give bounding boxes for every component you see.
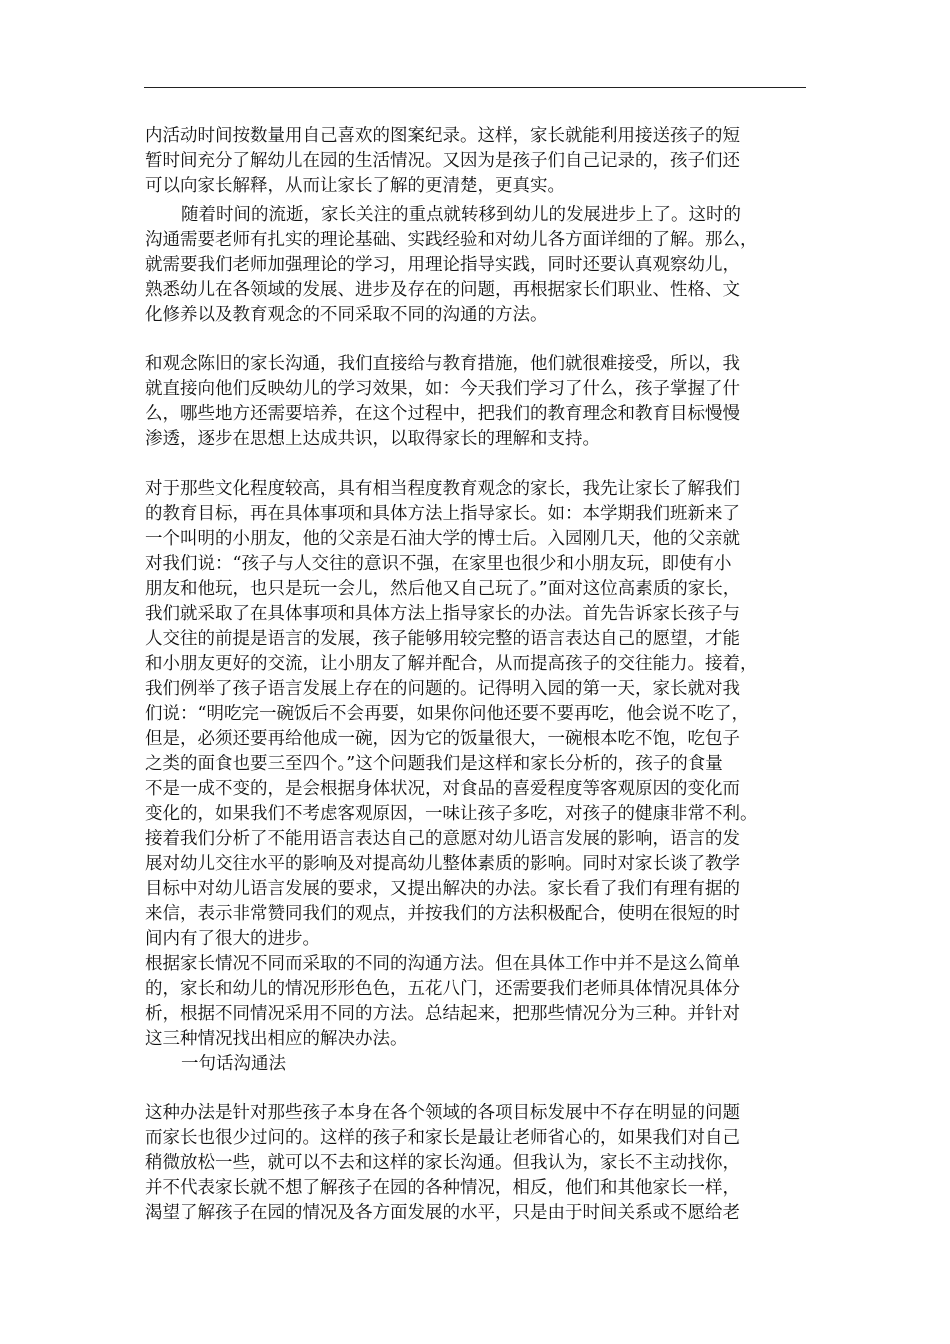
text-line: 来信，表示非常赞同我们的观点，并按我们的方法积极配合，使明在很短的时 bbox=[145, 904, 740, 924]
text-line: 可以向家长解释，从而让家长了解的更清楚，更真实。 bbox=[145, 176, 565, 196]
text-line: 但是，必须还要再给他成一碗，因为它的饭量很大，一碗根本吃不饱，吃包子 bbox=[145, 729, 740, 749]
text-line: 这种办法是针对那些孩子本身在各个领域的各项目标发展中不存在明显的问题 bbox=[145, 1103, 740, 1123]
text-line: 而家长也很少过问的。这样的孩子和家长是最让老师省心的，如果我们对自己 bbox=[145, 1128, 740, 1148]
text-line: 内活动时间按数量用自己喜欢的图案纪录。这样，家长就能利用接送孩子的短 bbox=[145, 126, 740, 146]
text-line: 我们就采取了在具体事项和具体方法上指导家长的办法。首先告诉家长孩子与 bbox=[145, 604, 740, 624]
text-line: 目标中对幼儿语言发展的要求，又提出解决的办法。家长看了我们有理有据的 bbox=[145, 879, 740, 899]
text-line: 之类的面食也要三至四个。”这个问题我们是这样和家长分析的，孩子的食量 bbox=[145, 754, 723, 774]
text-line: 根据家长情况不同而采取的不同的沟通方法。但在具体工作中并不是这么简单 bbox=[145, 954, 740, 974]
text-line: 朋友和他玩，也只是玩一会儿，然后他又自己玩了。”面对这位高素质的家长， bbox=[145, 579, 741, 599]
text-line: 们说：“明吃完一碗饭后不会再要，如果你问他还要不要再吃，他会说不吃了， bbox=[145, 704, 749, 724]
text-line: 对于那些文化程度较高，具有相当程度教育观念的家长，我先让家长了解我们 bbox=[145, 479, 740, 499]
text-line: 间内有了很大的进步。 bbox=[145, 929, 320, 949]
text-line: 渴望了解孩子在园的情况及各方面发展的水平，只是由于时间关系或不愿给老 bbox=[145, 1203, 740, 1223]
text-line: 沟通需要老师有扎实的理论基础、实践经验和对幼儿各方面详细的了解。那么， bbox=[145, 230, 758, 250]
text-line: 化修养以及教育观念的不同采取不同的沟通的方法。 bbox=[145, 305, 548, 325]
text-line: 渗透，逐步在思想上达成共识，以取得家长的理解和支持。 bbox=[145, 429, 600, 449]
text-line: 么，哪些地方还需要培养，在这个过程中，把我们的教育理念和教育目标慢慢 bbox=[145, 404, 740, 424]
text-line: 并不代表家长就不想了解孩子在园的各种情况，相反，他们和其他家长一样， bbox=[145, 1178, 740, 1198]
text-line: 就直接向他们反映幼儿的学习效果，如：今天我们学习了什么，孩子掌握了什 bbox=[145, 379, 740, 399]
text-line: 稍微放松一些，就可以不去和这样的家长沟通。但我认为，家长不主动找你， bbox=[145, 1153, 740, 1173]
text-line: 析，根据不同情况采用不同的方法。总结起来，把那些情况分为三种。并针对 bbox=[145, 1004, 740, 1024]
text-line: 变化的，如果我们不考虑客观原因，一味让孩子多吃，对孩子的健康非常不利。 bbox=[145, 804, 758, 824]
text-line: 对我们说：“孩子与人交往的意识不强，在家里也很少和小朋友玩，即使有小 bbox=[145, 554, 732, 574]
text-line: 一个叫明的小朋友，他的父亲是石油大学的博士后。入园刚几天，他的父亲就 bbox=[145, 529, 740, 549]
section-heading: 一句话沟通法 bbox=[181, 1054, 286, 1074]
text-line: 展对幼儿交往水平的影响及对提高幼儿整体素质的影响。同时对家长谈了教学 bbox=[145, 854, 740, 874]
text-line: 我们例举了孩子语言发展上存在的问题的。记得明入园的第一天，家长就对我 bbox=[145, 679, 740, 699]
text-line: 不是一成不变的，是会根据身体状况，对食品的喜爱程度等客观原因的变化而 bbox=[145, 779, 740, 799]
text-line: 这三种情况找出相应的解决办法。 bbox=[145, 1029, 408, 1049]
text-line: 熟悉幼儿在各领域的发展、进步及存在的问题，再根据家长们职业、性格、文 bbox=[145, 280, 740, 300]
text-line: 和观念陈旧的家长沟通，我们直接给与教育措施，他们就很难接受，所以，我 bbox=[145, 354, 740, 374]
text-line: 接着我们分析了不能用语言表达自己的意愿对幼儿语言发展的影响，语言的发 bbox=[145, 829, 740, 849]
text-line: 的，家长和幼儿的情况形形色色，五花八门，还需要我们老师具体情况具体分 bbox=[145, 979, 740, 999]
text-line: 人交往的前提是语言的发展，孩子能够用较完整的语言表达自己的愿望，才能 bbox=[145, 629, 740, 649]
text-line: 暂时间充分了解幼儿在园的生活情况。又因为是孩子们自己记录的，孩子们还 bbox=[145, 151, 740, 171]
header-rule bbox=[144, 87, 806, 88]
text-line: 的教育目标，再在具体事项和具体方法上指导家长。如：本学期我们班新来了 bbox=[145, 504, 740, 524]
text-line: 就需要我们老师加强理论的学习，用理论指导实践，同时还要认真观察幼儿， bbox=[145, 255, 740, 275]
text-line: 和小朋友更好的交流，让小朋友了解并配合，从而提高孩子的交往能力。接着， bbox=[145, 654, 758, 674]
text-line: 随着时间的流逝，家长关注的重点就转移到幼儿的发展进步上了。这时的 bbox=[181, 205, 741, 225]
